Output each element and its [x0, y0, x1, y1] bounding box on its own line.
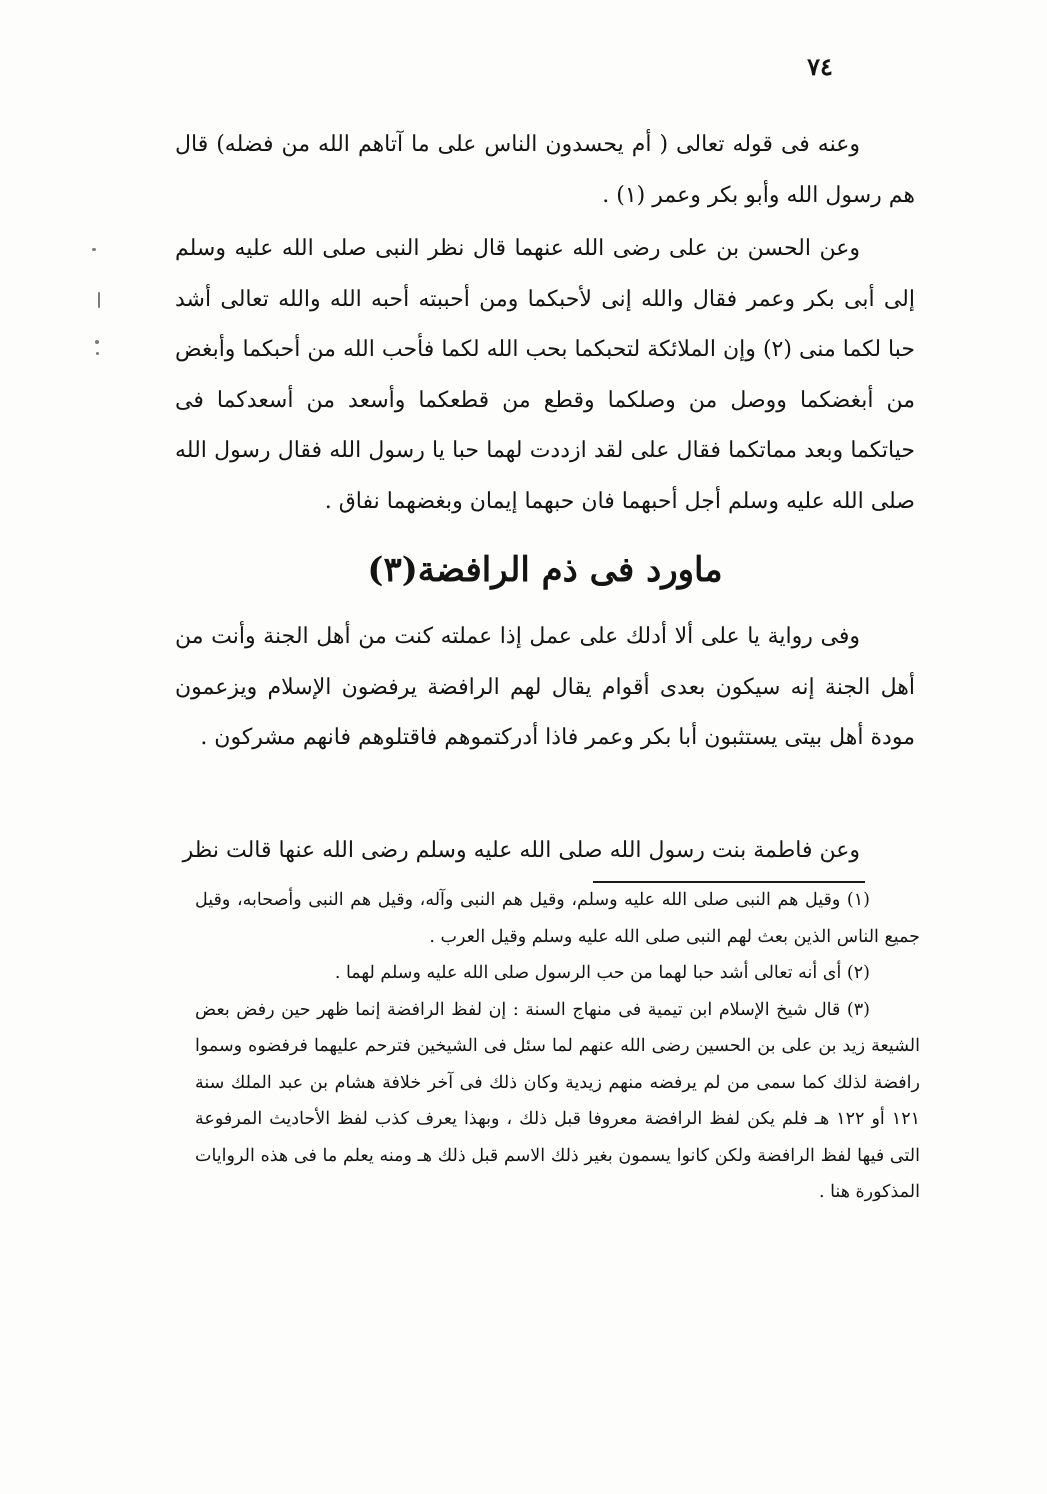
paragraph-2: وعن الحسن بن على رضى الله عنهما قال نظر النبى صلى الله عليه وسلم إلى أبى بكر وعمر فقال والله إنى لأحبكما ومن أحببته أحبه الله والله تعالى أشد حبا لكما منى (٢) وإن الملائكة لتحبكما بحب الله لكما فأحب الله من أحبكما وأبغض من أبغضكما ووصل من وصلكما وقطع من قطعكما وأسعد من أسعدكما فى حياتكما وبعد مماتكما فقال على لقد ازددت لهما حبا يا رسول الله فقال رسول الله صلى الله عليه وسلم أجل أحبهما فان حبهما إيمان وبغضهما نفاق .: [175, 236, 915, 514]
scan-speck: [92, 248, 96, 251]
footnote-3: (٣) قال شيخ الإسلام ابن تيمية فى منهاج السنة : إن لفظ الرافضة إنما ظهر حين رفض بعض الشيعة زيد بن على بن الحسين رضى الله عنهم لما سئل فى الشيخين فترحم عليهما فرفضوه وسموا رافضة لذلك كما سمى من لم يرفضه منهم زيدية وكان ذلك فى آخر خلافة هشام بن عبد الملك سنة ١٢١ أو ١٢٢ هـ فلم يكن لفظ الرافضة معروفا قبل ذلك ، وبهذا يعرف كذب لفظ الأحاديث المرفوعة التى فيها لفظ الرافضة ولكن كانوا يسمون بغير ذلك الاسم قبل ذلك هـ ومنه يعلم ما فى هذه الروايات المذكورة هنا .: [195, 999, 920, 1202]
footnotes: [195, 882, 920, 1211]
paragraph-4-block: [175, 826, 915, 877]
paragraph-1: وعنه فى قوله تعالى ( أم يحسدون الناس على ما آتاهم الله من فضله) قال هم رسول الله وأبو بكر وعمر (١) .: [175, 132, 915, 208]
scan-speck: [95, 340, 99, 344]
scan-speck: [96, 352, 99, 355]
paragraph-4: وعن فاطمة بنت رسول الله صلى الله عليه وسلم رضى الله عنها قالت نظر: [182, 838, 860, 863]
paragraph-3-block: [175, 612, 915, 764]
scan-specks: [80, 230, 110, 370]
footnote-1: (١) وقيل هم النبى صلى الله عليه وسلم، وقيل هم النبى وآله، وقيل هم النبى وأصحابه، وقيل جميع الناس الذين بعث لهم النبى صلى الله عليه وسلم وقيل العرب .: [195, 890, 920, 947]
section-heading: ماورد فى ذم الرافضة(٣): [367, 550, 723, 590]
paragraph-2-block: [175, 224, 915, 527]
scan-speck: [98, 292, 100, 308]
page-number: ٧٤: [807, 52, 833, 81]
paragraph-1-block: [175, 120, 915, 221]
footnote-2: (٢) أى أنه تعالى أشد حبا لهما من حب الرسول صلى الله عليه وسلم لهما .: [334, 963, 870, 983]
paragraph-3: وفى رواية يا على ألا أدلك على عمل إذا عملته كنت من أهل الجنة وأنت من أهل الجنة إنه سيكون بعدى أقوام يقال لهم الرافضة يرفضون الإسلام ويزعمون مودة أهل بيتى يستثبون أبا بكر وعمر فاذا أدركتموهم فاقتلوهم فانهم مشركون .: [175, 624, 915, 750]
